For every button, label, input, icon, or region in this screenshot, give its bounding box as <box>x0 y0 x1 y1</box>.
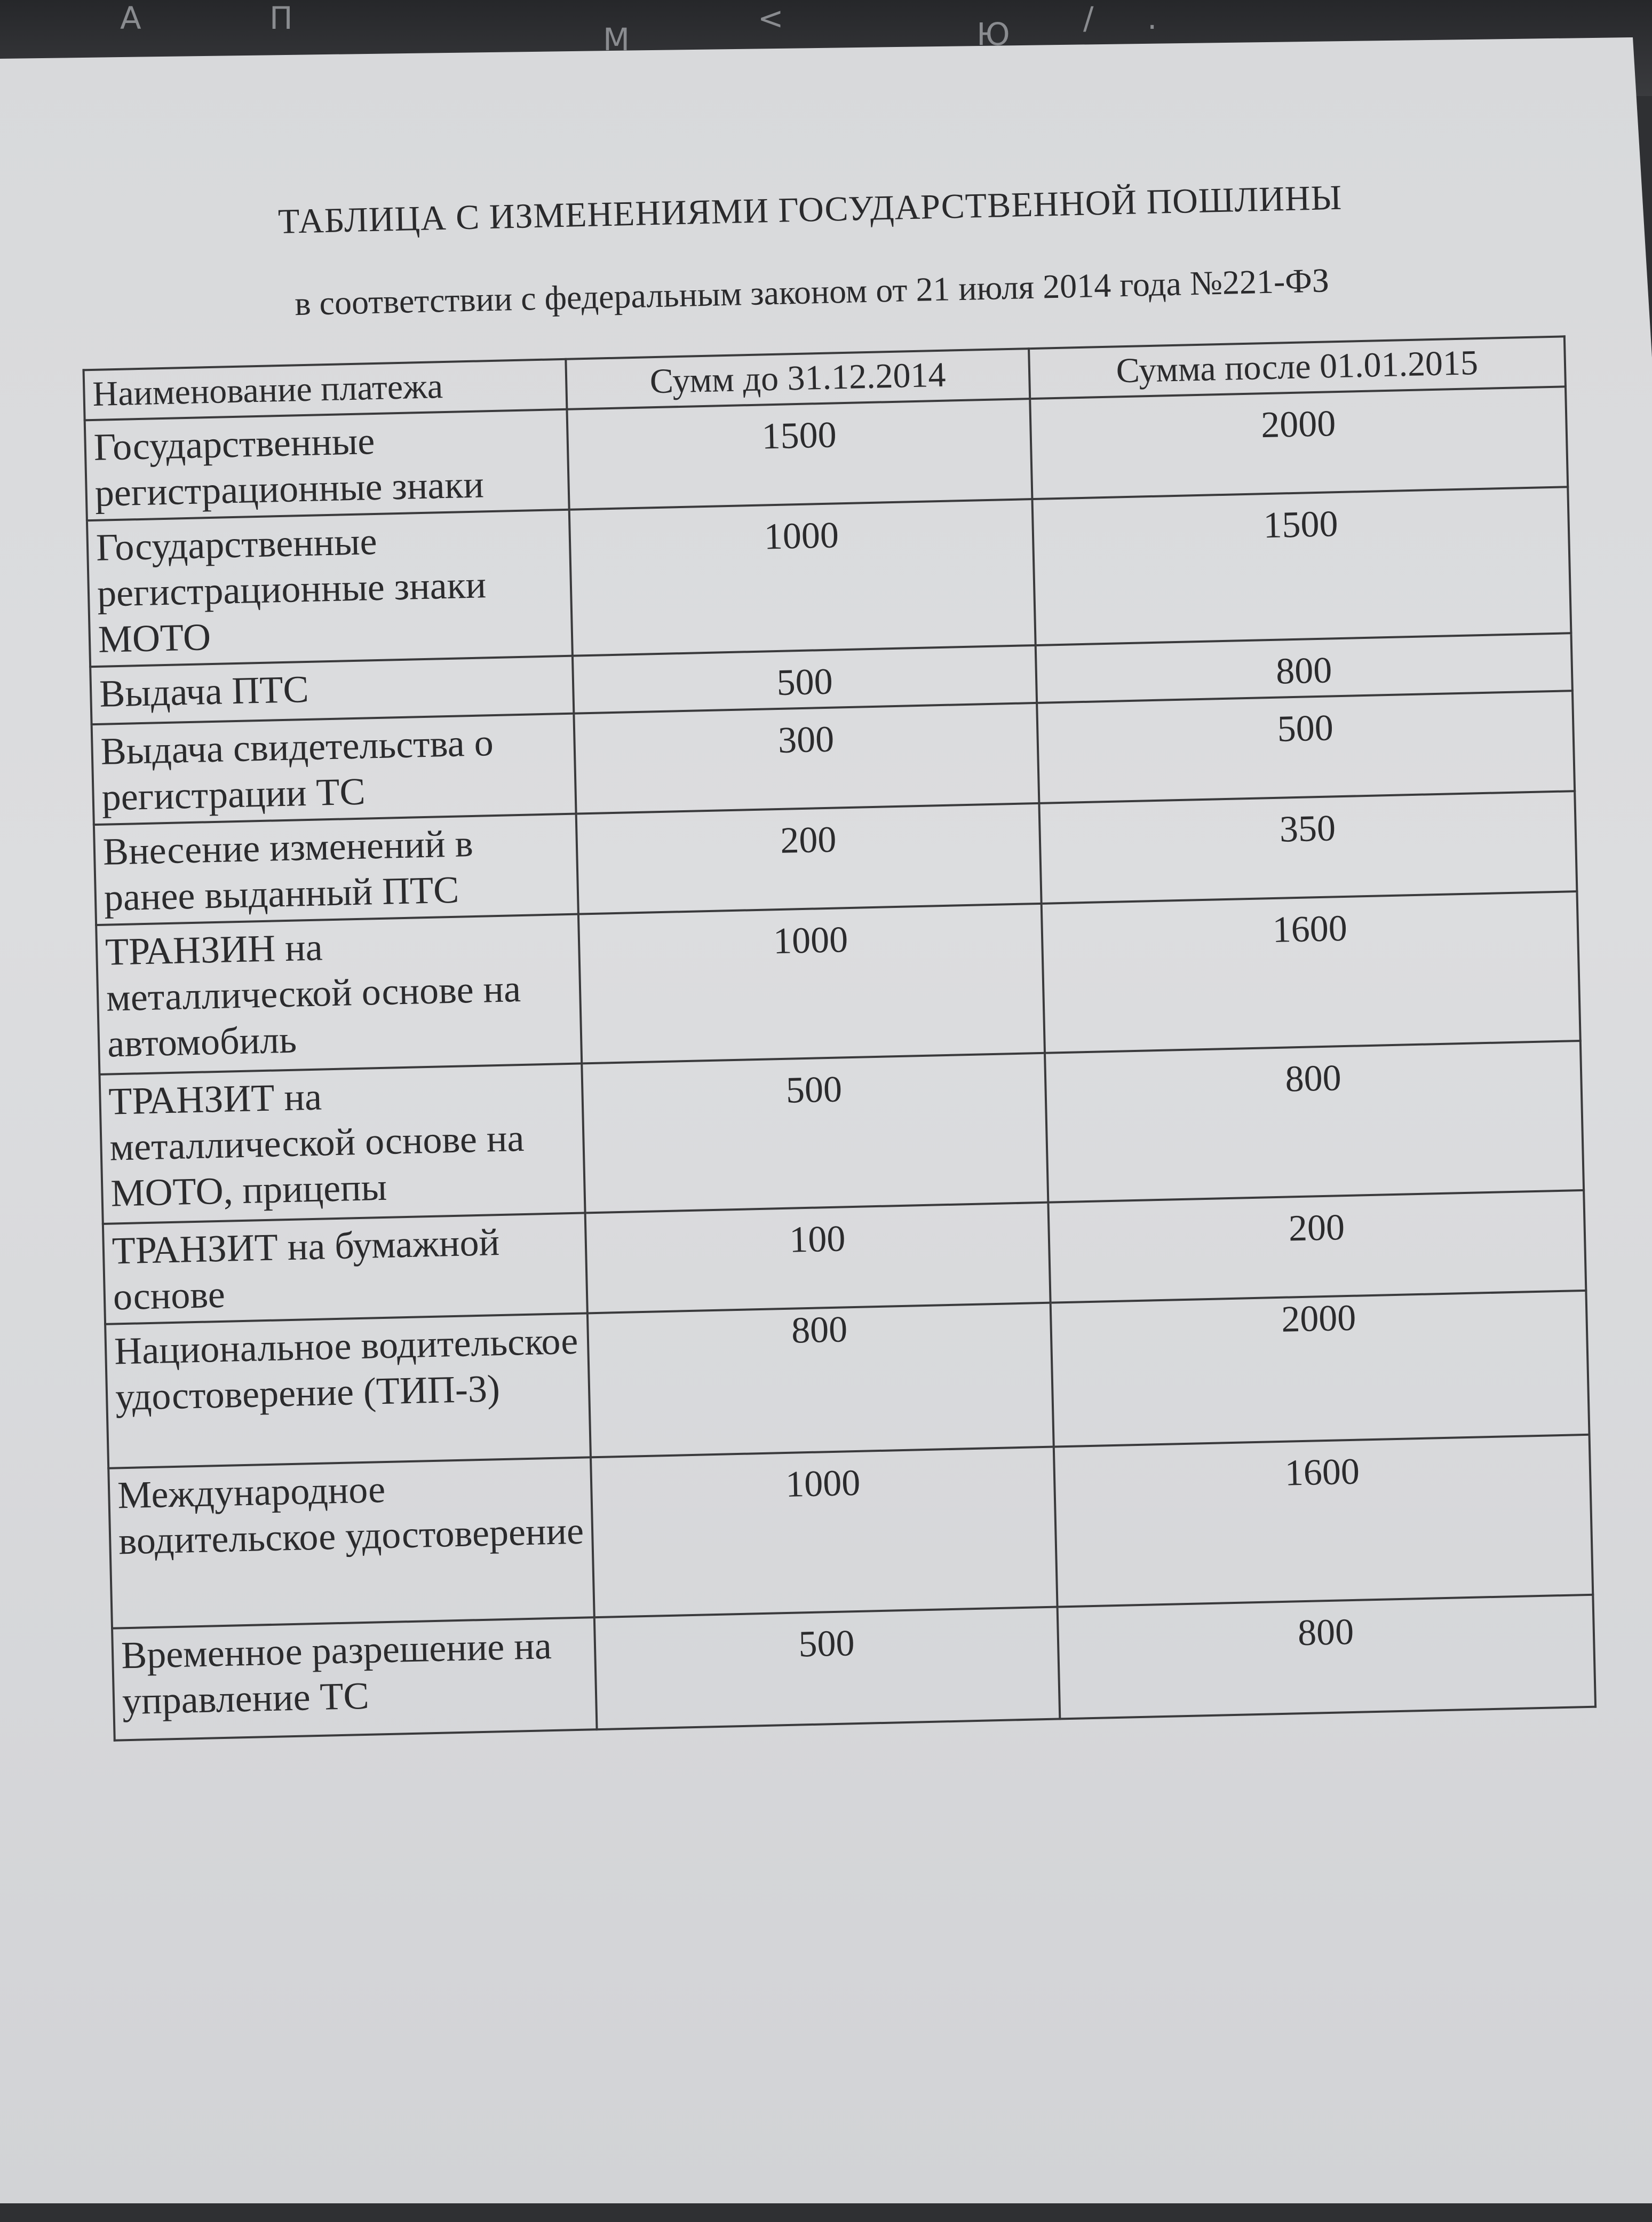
amount-after: 800 <box>1045 1041 1584 1203</box>
amount-before: 1000 <box>591 1447 1057 1618</box>
amount-after: 200 <box>1048 1190 1586 1303</box>
document-subtitle: в соответствии с федеральным законом от 21 июля 2014 года №221-ФЗ <box>294 261 1330 323</box>
keyboard-key: М <box>603 21 630 58</box>
amount-before: 500 <box>582 1053 1048 1213</box>
amount-before: 1000 <box>578 904 1045 1064</box>
header-payment-name: Наименование платежа <box>84 359 567 420</box>
keyboard-key: / <box>1083 0 1094 36</box>
fee-table <box>82 335 1597 1741</box>
payment-name: Национальное водительское удостоверение (ТИП-3) <box>105 1313 591 1468</box>
amount-before: 500 <box>573 645 1037 714</box>
amount-before: 1000 <box>569 499 1035 656</box>
payment-name: Международное водительское удостоверение <box>108 1457 594 1628</box>
payment-name: ТРАНЗИН на металлической основе на автомобиль <box>96 914 582 1074</box>
payment-name: Выдача ПТС <box>90 656 574 724</box>
amount-after: 2000 <box>1030 386 1568 499</box>
payment-name: Государственные регистрационные знаки МОТО <box>87 510 573 667</box>
keyboard-key: А <box>120 0 141 36</box>
amount-before: 300 <box>574 703 1039 814</box>
amount-before: 200 <box>576 803 1042 914</box>
keyboard-key: П <box>269 0 293 36</box>
amount-after: 1600 <box>1041 891 1580 1053</box>
amount-before: 100 <box>585 1203 1051 1314</box>
header-amount-before: Сумм до 31.12.2014 <box>566 349 1030 409</box>
header-amount-after: Сумма после 01.01.2015 <box>1029 336 1566 399</box>
amount-before: 1500 <box>567 399 1032 510</box>
amount-after: 2000 <box>1050 1291 1589 1447</box>
payment-name: Временное разрешение на управление ТС <box>112 1617 597 1740</box>
keyboard-key: < <box>758 0 784 36</box>
amount-after: 350 <box>1039 791 1577 904</box>
payment-name: Государственные регистрационные знаки <box>85 409 569 520</box>
keyboard-key: Ю <box>976 16 1010 52</box>
amount-after: 800 <box>1057 1595 1595 1719</box>
amount-before: 500 <box>594 1607 1060 1730</box>
amount-after: 1500 <box>1032 487 1571 645</box>
keyboard-key: . <box>1147 0 1157 36</box>
amount-after: 800 <box>1035 633 1572 703</box>
amount-after: 1600 <box>1053 1435 1593 1607</box>
payment-name: Внесение изменений в ранее выданный ПТС <box>94 814 578 925</box>
payment-name: ТРАНЗИТ на бумажной основе <box>103 1213 587 1324</box>
amount-after: 500 <box>1037 691 1575 803</box>
document-title: ТАБЛИЦА С ИЗМЕНЕНИЯМИ ГОСУДАРСТВЕННОЙ ПОШЛИНЫ <box>277 178 1343 241</box>
amount-before: 800 <box>587 1303 1053 1458</box>
payment-name: Выдача свидетельства о регистрации ТС <box>92 714 576 825</box>
payment-name: ТРАНЗИТ на металлической основе на МОТО, прицепы <box>99 1063 585 1223</box>
